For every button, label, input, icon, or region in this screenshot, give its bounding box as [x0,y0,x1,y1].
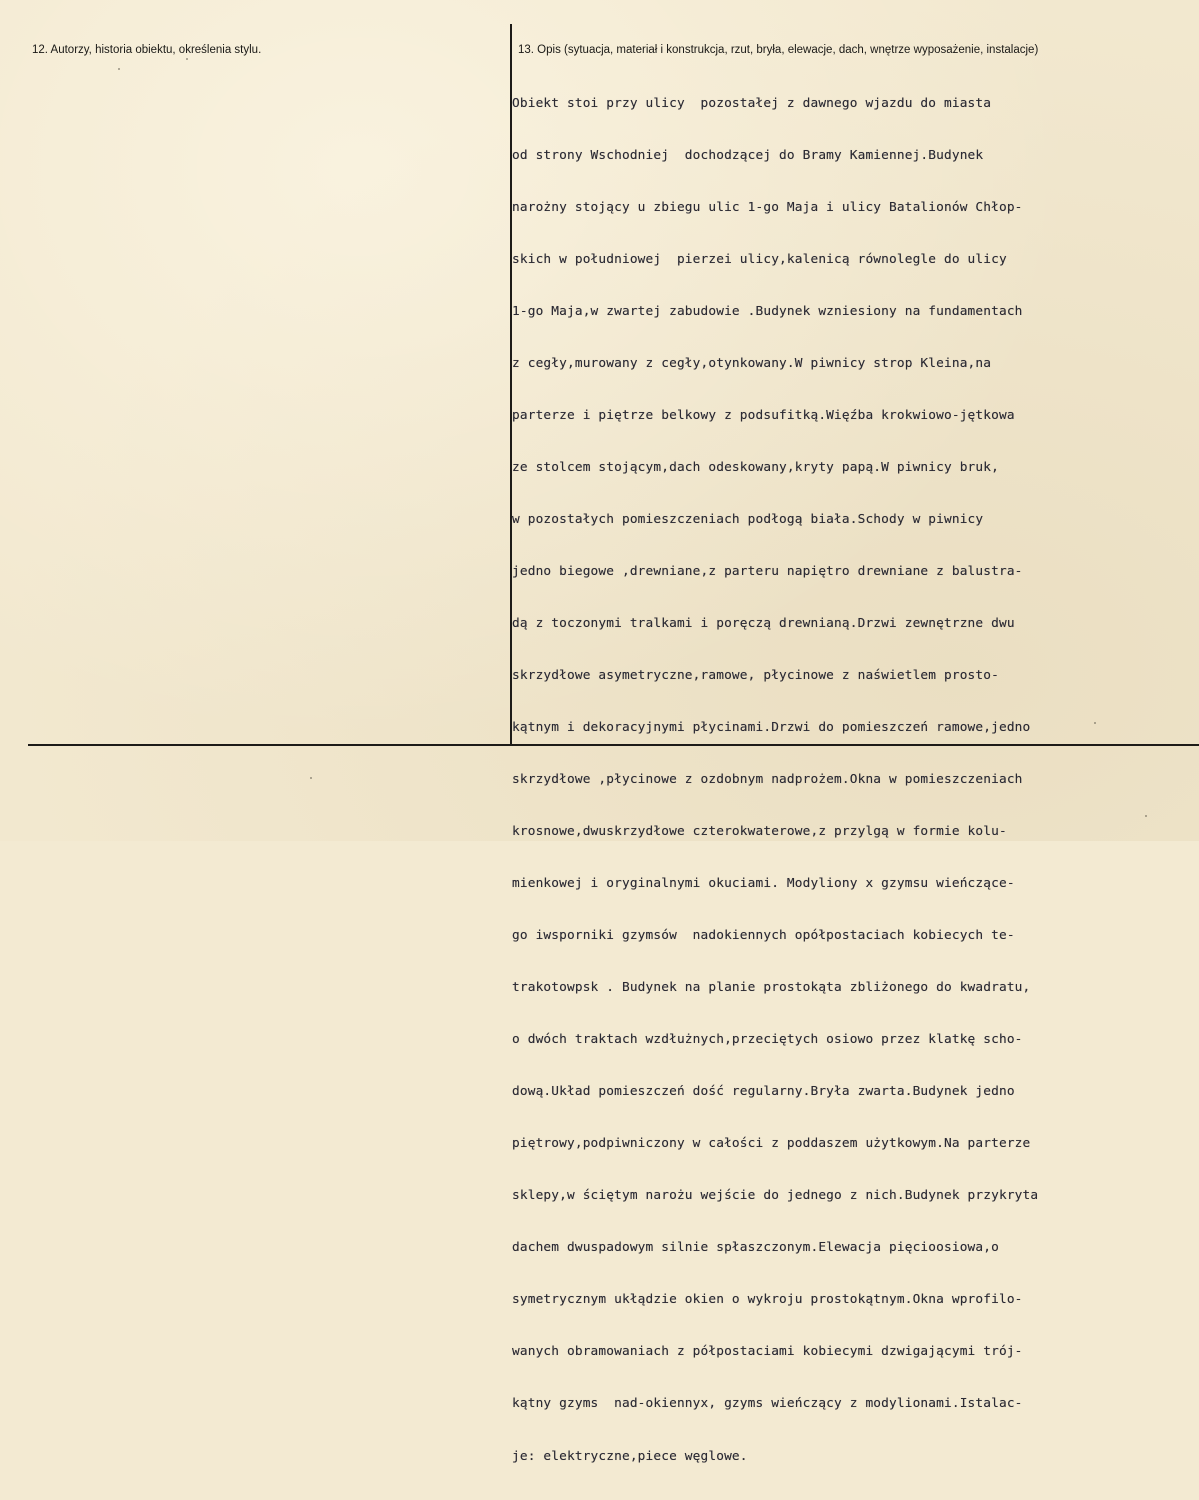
description-line: 1-go Maja,w zwartej zabudowie .Budynek wzniesiony na fundamentach [512,303,1023,319]
description-line: parterze i piętrze belkowy z podsufitką.Więźba krokwiowo-jętkowa [512,407,1015,423]
paper-speck [118,68,120,70]
description-line: skrzydłowe asymetryczne,ramowe, płycinowe z naświetlem prosto- [512,668,999,684]
description-line: je: elektryczne,piece węglowe. [512,1448,748,1464]
description-line: kątny gzyms nad-okiennyx, gzyms wieńczący z modylionami.Istalac- [512,1396,1023,1412]
description-line: wanych obramowaniach z półpostaciami kobiecymi dzwigającymi trój- [512,1344,1023,1360]
description-line: piętrowy,podpiwniczony w całości z poddaszem użytkowym.Na parterze [512,1136,1031,1152]
description-line: jedno biegowe ,drewniane,z parteru napiętro drewniane z balustra- [512,563,1023,579]
description-line: go iwsporniki gzymsów nadokiennych opółpostaciach kobiecych te- [512,928,1015,944]
description-line: w pozostałych pomieszczeniach podłogą biała.Schody w piwnicy [512,511,984,527]
description-line: od strony Wschodniej dochodzącej do Bramy Kamiennej.Budynek [512,147,984,163]
description-line: krosnowe,dwuskrzydłowe czterokwaterowe,z przylgą w formie kolu- [512,824,1007,840]
description-line: dową.Układ pomieszczeń dość regularny.Bryła zwarta.Budynek jedno [512,1084,1015,1100]
section-12-header: 12. Autorzy, historia obiektu, określenia stylu. [32,44,262,56]
description-line: Obiekt stoi przy ulicy pozostałej z dawnego wjazdu do miasta [512,95,992,111]
description-line: narożny stojący u zbiegu ulic 1-go Maja i ulicy Batalionów Chłop- [512,199,1023,215]
paper-speck [1094,722,1096,724]
description-line: mienkowej i oryginalnymi okuciami. Modyliony x gzymsu wieńczące- [512,876,1015,892]
paper-speck [186,58,188,60]
description-line: kątnym i dekoracyjnymi płycinami.Drzwi do pomieszczeń ramowe,jedno [512,720,1031,736]
typed-description [512,60,1192,1500]
paper-speck [310,777,312,779]
description-line: dachem dwuspadowym silnie spłaszczonym.Elewacja pięcioosiowa,o [512,1240,999,1256]
description-line: trakotowpsk . Budynek na planie prostokąta zbliżonego do kwadratu, [512,980,1031,996]
description-line: z cegły,murowany z cegły,otynkowany.W piwnicy strop Kleina,na [512,355,992,371]
description-line: skich w południowej pierzei ulicy,kalenicą równolegle do ulicy [512,251,1007,267]
description-line: sklepy,w ściętym narożu wejście do jednego z nich.Budynek przykryta [512,1188,1039,1204]
description-line: symetrycznym ukłądzie okien o wykroju prostokątnym.Okna wprofilo- [512,1292,1023,1308]
paper-speck [1145,815,1147,817]
description-line: dą z toczonymi tralkami i poręczą drewnianą.Drzwi zewnętrzne dwu [512,616,1015,631]
description-line: skrzydłowe ,płycinowe z ozdobnym nadprożem.Okna w pomieszczeniach [512,772,1023,788]
description-line: o dwóch traktach wzdłużnych,przeciętych osiowo przez klatkę scho- [512,1032,1023,1048]
description-line: ze stolcem stojącym,dach odeskowany,kryty papą.W piwnicy bruk, [512,459,999,475]
section-13-header: 13. Opis (sytuacja, materiał i konstrukcja, rzut, bryła, elewacje, dach, wnętrze wyposażenie, instalacje) [518,44,1039,56]
